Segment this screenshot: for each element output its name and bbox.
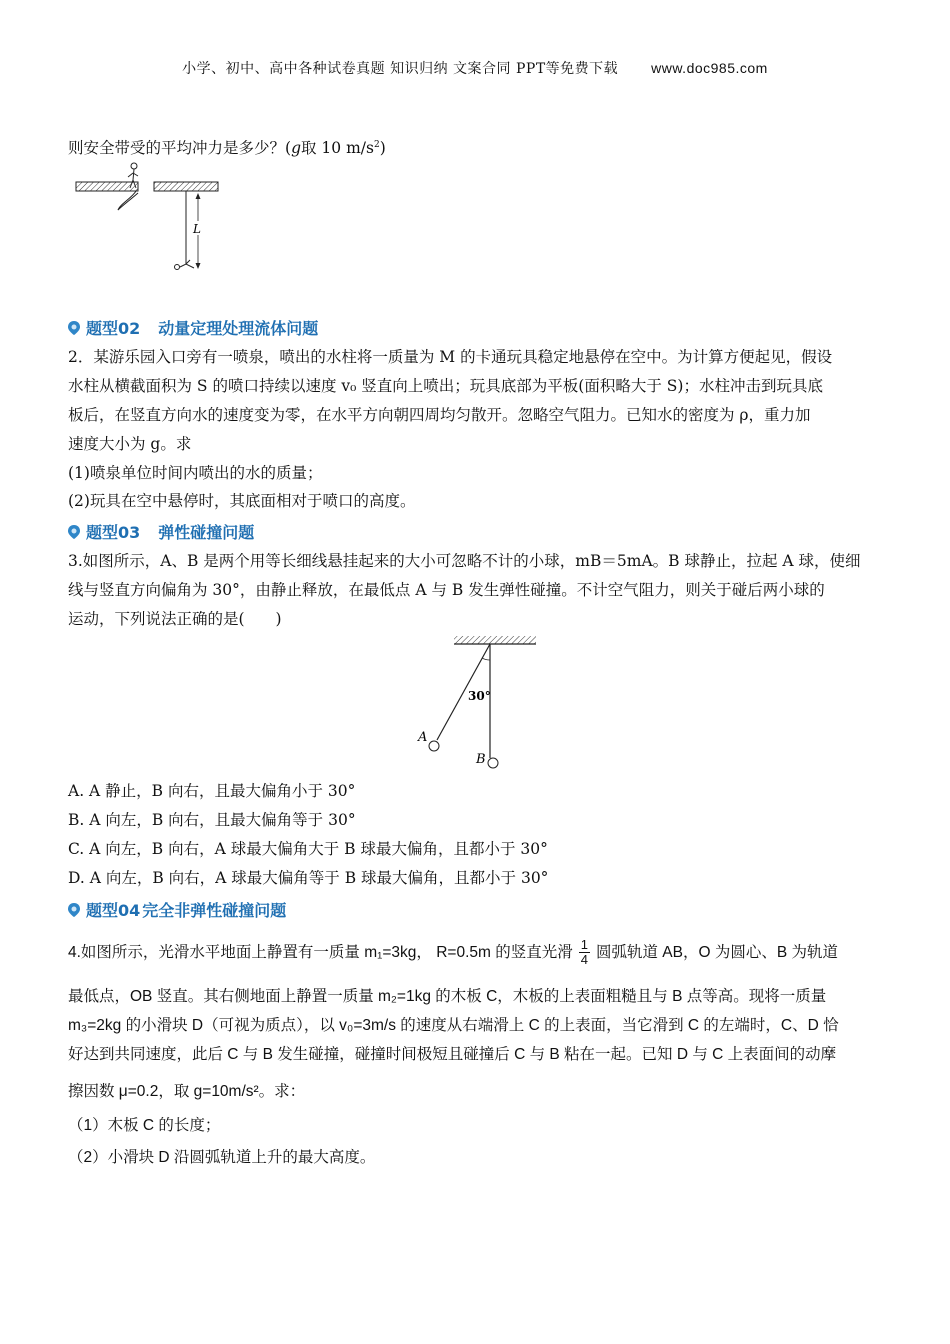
page-header [0,58,950,78]
q3-option-a[interactable]: A. A 静止，B 向右，且最大偏角小于 30° [68,782,356,800]
q4-line-2: 最低点，OB 竖直。其右侧地面上静置一质量 m₂=1kg 的木板 C，木板的上表面粗糙且与 B 点等高。现将一质量 [68,988,827,1005]
q2-line-1: 2．某游乐园入口旁有一喷泉，喷出的水柱将一质量为 M 的卡通玩具稳定地悬停在空中。为计算方便起见，假设 [68,348,833,366]
q3-option-d[interactable]: D. A 向左，B 向右，A 球最大偏角等于 B 球最大偏角，且都小于 30° [68,869,549,887]
q2-line-3: 板后，在竖直方向水的速度变为零，在水平方向朝四周均匀散开。忽略空气阻力。已知水的密度为 ρ，重力加 [68,406,811,424]
length-label: L [193,222,201,236]
q3-line-3: 运动，下列说法正确的是( ) [68,610,282,628]
q1-figure-safety-rope [70,160,230,280]
q3-option-c[interactable]: C. A 向左，B 向右，A 球最大偏角大于 B 球最大偏角，且都小于 30° [68,840,548,858]
header-site-link[interactable]: www.doc985.com [651,60,768,76]
ball-b-label: B [476,752,486,767]
q3-line-2: 线与竖直方向偏角为 30°，由静止释放，在最低点 A 与 B 发生弹性碰撞。不计空气阻力，则关于碰后两小球的 [68,581,825,599]
q4-line-4: 好达到共同速度，此后 C 与 B 发生碰撞，碰撞时间极短且碰撞后 C 与 B 粘在一起。已知 D 与 C 上表面间的动摩 [68,1046,837,1063]
angle-arc [482,658,490,660]
q1-question-tail: 则安全带受的平均冲力是多少？(g取 10 $m/s^2$) [68,139,386,158]
q2-line-2: 水柱从横截面积为 S 的喷口持续以速度 v₀ 竖直向上喷出；玩具底部为平板(面积略大于 S)；水柱冲击到玩具底 [68,377,823,395]
ceiling [454,636,536,644]
q4-line-3: m₃=2kg 的小滑块 D（可视为质点），以 v₀=3m/s 的速度从右端滑上 C 的上表面，当它滑到 C 的左端时，C、D 恰 [68,1017,839,1034]
ball-a [429,741,439,751]
section-heading-03: 题型03 弹性碰撞问题 [66,520,254,543]
q4-subquestion-1: （1）木板 C 的长度； [68,1117,221,1134]
left-platform [76,182,138,191]
quarter-fraction: $\frac{1}{4}$ [580,937,588,968]
q2-subquestion-1: (1)喷泉单位时间内喷出的水的质量； [68,464,323,482]
fallen-person-icon [175,260,195,270]
location-pin-icon [66,524,82,540]
q3-option-b[interactable]: B. A 向左，B 向右，且最大偏角等于 30° [68,811,356,829]
ball-b [488,758,498,768]
location-pin-icon [66,902,82,918]
angle-label: 30° [468,689,491,703]
right-platform [154,182,218,191]
header-text: 小学、初中、高中各种试卷真题 知识归纳 文案合同 PPT等免费下载 [182,61,619,77]
q3-figure-pendulum [410,632,550,772]
q2-subquestion-2: (2)玩具在空中悬停时，其底面相对于喷口的高度。 [68,492,416,510]
location-pin-icon [66,320,82,336]
q4-line-5: 擦因数 μ=0.2，取 g=10m/s²。求： [68,1083,306,1100]
ball-a-label: A [418,730,428,745]
section-heading-02: 题型02 动量定理处理流体问题 [66,316,318,339]
section-heading-04: 题型04 完全非弹性碰撞问题 [66,898,286,921]
q4-line-1: 4.如图所示，光滑水平地面上静置有一质量 m₁=3kg， R=0.5m 的竖直光滑 $\frac{1}{4}$ 圆弧轨道 AB，O 为圆心、B 为轨道 [68,937,838,968]
q3-line-1: 3.如图所示，A、B 是两个用等长细线悬挂起来的大小可忽略不计的小球，mB＝5mA。B 球静止，拉起 A 球，使细 [68,552,861,570]
q4-subquestion-2: （2）小滑块 D 沿圆弧轨道上升的最大高度。 [68,1149,376,1166]
q2-line-4: 速度大小为 g。求 [68,435,192,453]
